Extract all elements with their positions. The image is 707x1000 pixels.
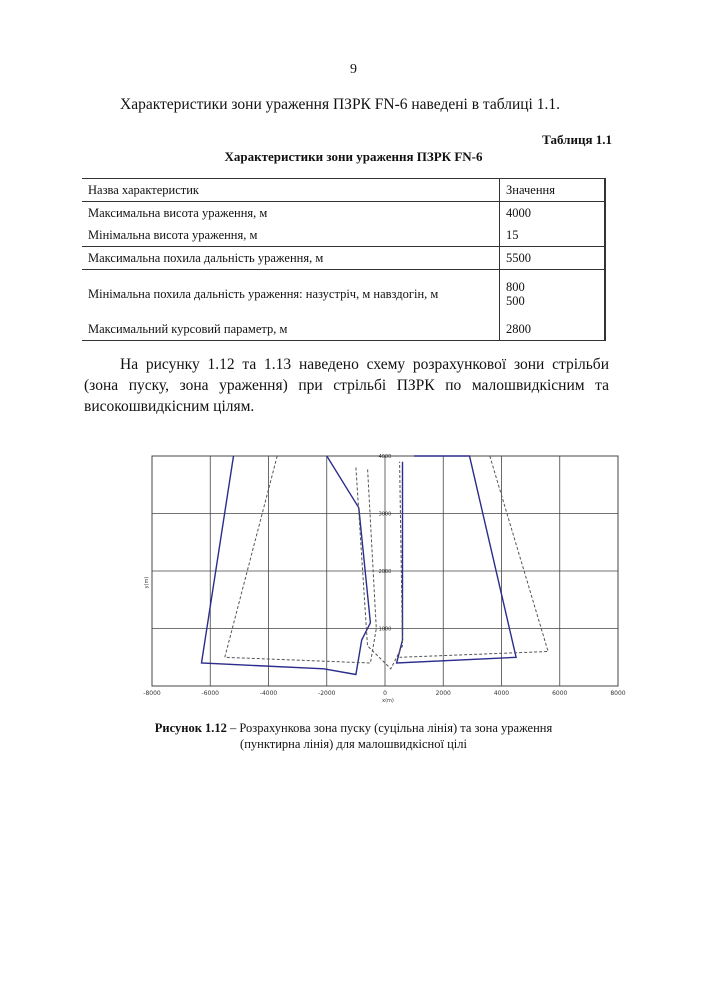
x-tick-label: 4000 bbox=[493, 690, 510, 697]
row-value: 2800 bbox=[500, 318, 606, 341]
x-tick-label: 8000 bbox=[610, 690, 626, 697]
row-value: 15 bbox=[500, 224, 606, 247]
intro-text: Характеристики зони ураження ПЗРК FN-6 наведені в таблиці 1.1. bbox=[120, 96, 560, 113]
x-tick-label: 6000 bbox=[552, 690, 568, 697]
y-tick-label: 2000 bbox=[378, 569, 392, 575]
row-name: Мінімальна похила дальність ураження: назустріч, м навздогін, м bbox=[82, 270, 500, 319]
spec-table bbox=[82, 178, 606, 341]
page-number: 9 bbox=[350, 62, 357, 77]
row-name: Максимальна висота ураження, м bbox=[82, 202, 500, 225]
figure-caption bbox=[0, 720, 707, 752]
y-axis-label: y(m) bbox=[144, 576, 150, 589]
row-value-1: 800 bbox=[506, 280, 525, 294]
row-name: Мінімальна висота ураження, м bbox=[82, 224, 500, 247]
body-paragraph: На рисунку 1.12 та 1.13 наведено схему розрахункової зони стрільби (зона пуску, зона ураження) при стрільбі ПЗРК по малошвидкісним та високошвидкісним цілям. bbox=[84, 356, 609, 415]
table-label: Таблиця 1.1 bbox=[542, 132, 612, 147]
x-tick-label: 0 bbox=[383, 690, 387, 697]
zone-chart bbox=[136, 450, 636, 710]
header-name: Назва характеристик bbox=[82, 179, 500, 202]
header-value: Значення bbox=[500, 179, 606, 202]
table-row bbox=[82, 318, 605, 341]
table-row bbox=[82, 270, 605, 319]
row-name: Максимальна похила дальність ураження, м bbox=[82, 247, 500, 270]
row-value-2: 500 bbox=[506, 294, 525, 308]
table-header-row bbox=[82, 179, 605, 202]
table-row bbox=[82, 247, 605, 270]
row-name: Максимальний курсовий параметр, м bbox=[82, 318, 500, 341]
y-tick-label: 1000 bbox=[378, 626, 392, 633]
row-value: 5500 bbox=[500, 247, 606, 270]
x-tick-label: -8000 bbox=[143, 690, 161, 697]
x-axis-label: x(m) bbox=[382, 698, 394, 704]
y-tick-label: 4000 bbox=[378, 454, 392, 460]
row-value: 4000 bbox=[500, 202, 606, 225]
figure-caption-line2: (пунктирна лінія) для малошвидкісної цілі bbox=[240, 737, 467, 751]
table-title: Характеристики зони ураження ПЗРК FN-6 bbox=[224, 149, 483, 164]
x-tick-label: 2000 bbox=[435, 690, 451, 697]
x-tick-label: -4000 bbox=[259, 690, 278, 697]
table-row bbox=[82, 224, 605, 247]
table-row bbox=[82, 202, 605, 225]
figure-label: Рисунок 1.12 bbox=[154, 721, 227, 735]
y-tick-label: 3000 bbox=[378, 511, 392, 518]
x-tick-label: -6000 bbox=[201, 690, 219, 697]
x-tick-label: -2000 bbox=[318, 690, 336, 697]
figure-caption-text: – Розрахункова зона пуску (суцільна лінія) та зона ураження bbox=[226, 721, 553, 735]
row-value-multi bbox=[500, 270, 606, 319]
